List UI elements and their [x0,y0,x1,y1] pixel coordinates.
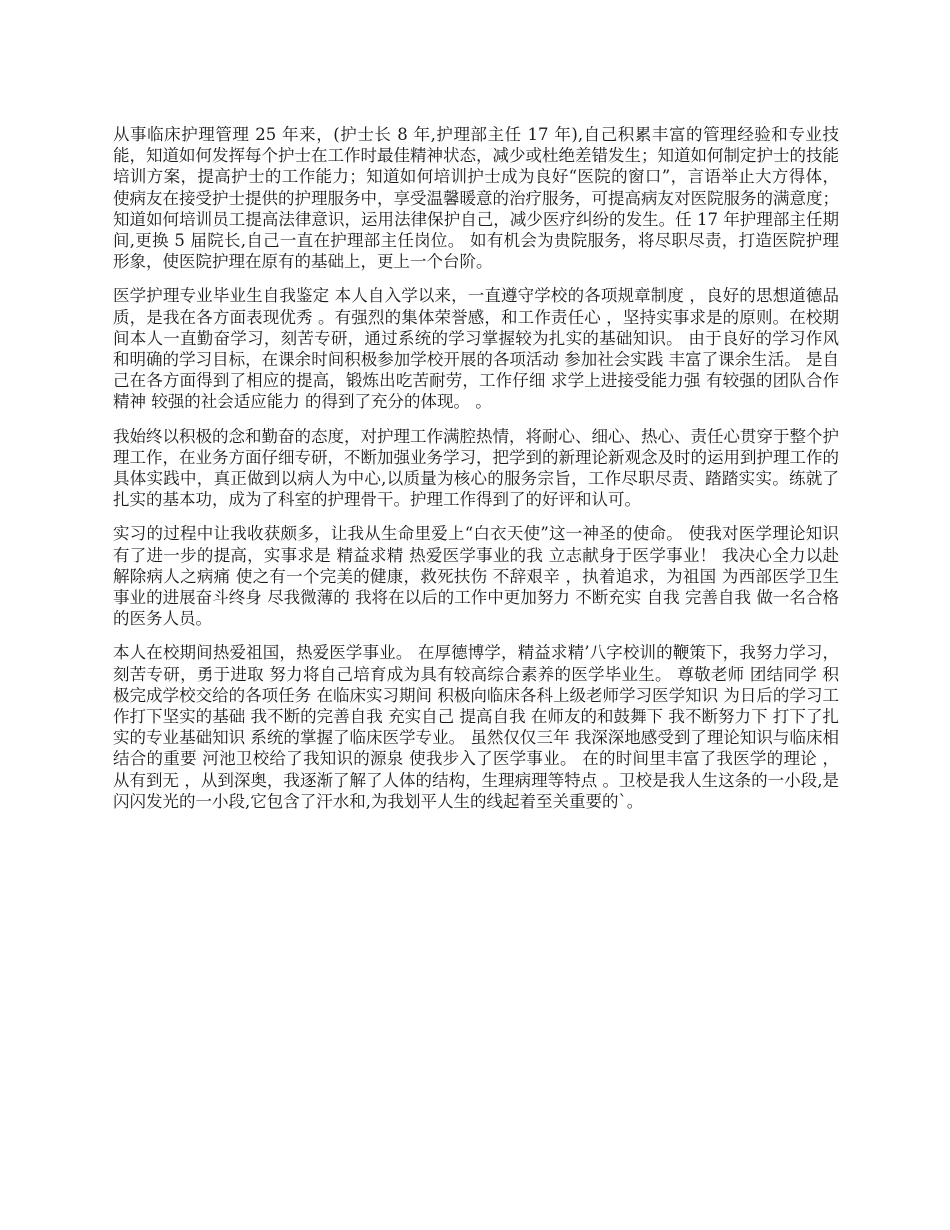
document-page [113,124,839,825]
paragraph-career-summary: 从事临床护理管理 25 年来，(护士长 8 年,护理部主任 17 年),自己积累丰富的管理经验和专业技能，知道如何发挥每个护士在工作时最佳精神状态，减少或杜绝差错发生；知道如何制定护士的技能培训方案，提高护士的工作能力；知道如何培训护士成为良好“医院的窗口”，言语举止大方得体，使病友在接受护士提供的护理服务中，享受温馨暖意的治疗服务，可提高病友对医院服务的满意度；知道如何培训员工提高法律意识，运用法律保护自己，减少医疗纠纷的发生。任 17 年护理部主任期间,更换 5 届院长,自己一直在护理部主任岗位。 如有机会为贵院服务，将尽职尽责，打造医院护理形象，使医院护理在原有的基础上，更上一个台阶。 [113,125,839,272]
paragraph-school-period: 本人在校期间热爱祖国，热爱医学事业。 在厚德博学，精益求精’八字校训的鞭策下，我努力学习，刻苦专研，勇于进取 努力将自己培育成为具有较高综合素养的医学毕业生。 尊敬老师 团结同学 积极完成学校交给的各项任务 在临床实习期间 积极向临床各科上级老师学习医学知识 为日后的学习工作打下坚实的基础 我不断的完善自我 充实自己 提高自我 在师友的和鼓舞下 我不断努力下 打下了扎实的专业基础知识 系统的掌握了临床医学专业。 虽然仅仅三年 我深深地感受到了理论知识与临床相结合的重要 河池卫校给了我知识的源泉 使我步入了医学事业。 在的时间里丰富了我医学的理论 ， 从有到无 ，从到深奥，我逐渐了解了人体的结构，生理病理等特点 。卫校是我人生这条的一小段,是闪闪发光的一小段,它包含了汗水和,为我划平人生的线起着至关重要的`。 [113,643,839,811]
paragraph-internship: 实习的过程中让我收获颇多，让我从生命里爱上“白衣天使”这一神圣的使命。 使我对医学理论知识有了进一步的提高，实事求是 精益求精 热爱医学事业的我 立志献身于医学事业！ 我决心全力以赴解除病人之病痛 使之有一个完美的健康，救死扶伤 不辞艰辛 ，执着追求，为祖国 为西部医学卫生事业的进展奋斗终身 尽我微薄的 我将在以后的工作中更加努力 不断充实 自我 完善自我 做一名合格的医务人员。 [113,524,839,629]
paragraph-self-assessment: 医学护理专业毕业生自我鉴定 本人自入学以来，一直遵守学校的各项规章制度 ，良好的思想道德品质，是我在各方面表现优秀 。有强烈的集体荣誉感，和工作责任心 ，坚持实事求是的原则。在校期间本人一直勤奋学习，刻苦专研，通过系统的学习掌握较为扎实的基础知识。 由于良好的学习作风和明确的学习目标，在课余时间积极参加学校开展的各项活动 参加社会实践 丰富了课余生活。 是自己在各方面得到了相应的提高，锻炼出吃苦耐劳，工作仔细 求学上进接受能力强 有较强的团队合作精神 较强的社会适应能力 的得到了充分的体现。 。 [113,286,839,412]
paragraph-work-attitude: 我始终以积极的念和勤奋的态度，对护理工作满腔热情，将耐心、细心、热心、责任心贯穿于整个护理工作，在业务方面仔细专研，不断加强业务学习，把学到的新理论新观念及时的运用到护理工作的具体实践中，真正做到以病人为中心,以质量为核心的服务宗旨，工作尽职尽责、踏踏实实。练就了扎实的基本功，成为了科室的护理骨干。护理工作得到了的好评和认可。 [113,426,839,510]
